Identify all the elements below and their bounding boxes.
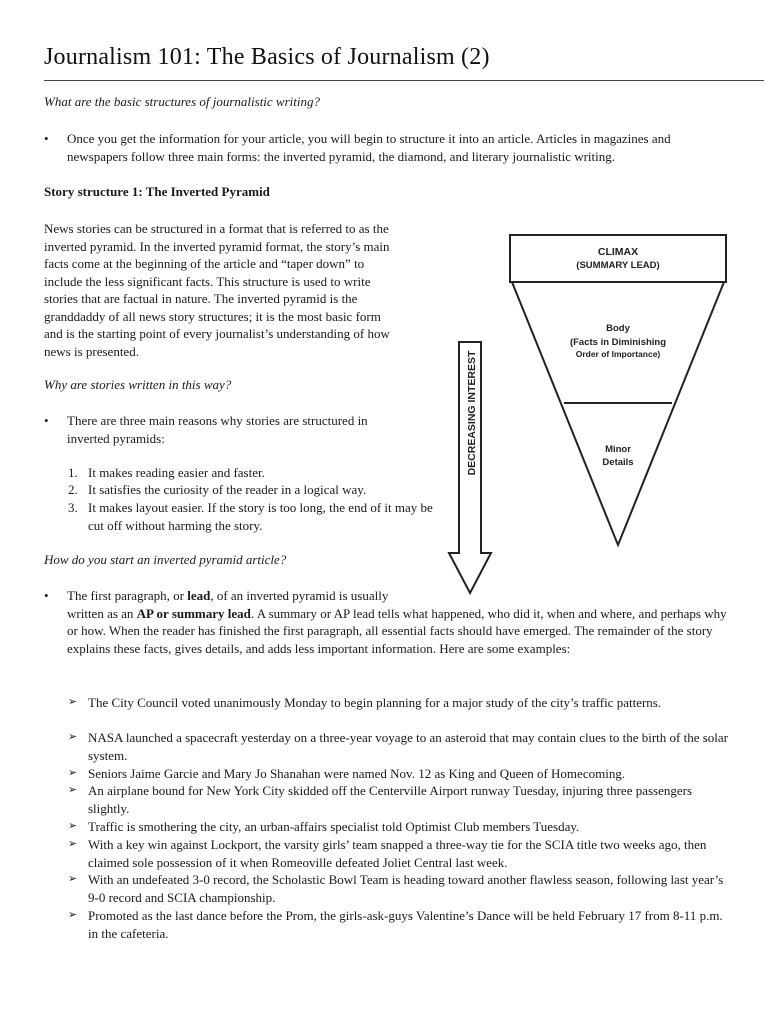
paragraph-line: inverted pyramid. In the inverted pyramid format, the story’s main: [44, 238, 390, 254]
page-title: Journalism 101: The Basics of Journalism (2): [44, 44, 490, 70]
title-divider: [44, 80, 764, 81]
example-text: The City Council voted unanimously Monday to begin planning for a major study of the city’s traffic patterns.: [88, 695, 662, 710]
intro-bullet-text: Once you get the information for your article, you will begin to structure it into an article. Articles in magazines and newspapers follow three main forms: the inverted pyramid, the diamond, and literary journalistic writing.: [67, 131, 671, 164]
arrow-bullet-icon: ➢: [68, 731, 78, 743]
question-basic-structures: What are the basic structures of journalistic writing?: [44, 94, 321, 109]
reason-text: It makes reading easier and faster.: [88, 465, 265, 480]
reasons-bullet-line: There are three main reasons why stories are structured in: [67, 413, 368, 428]
reason-text: It makes layout easier. If the story is too long, the end of it may be cut off without harming the story.: [88, 500, 433, 533]
body-label: Body: [606, 323, 630, 334]
section-heading: Story structure 1: The Inverted Pyramid: [44, 184, 270, 199]
bullet-icon: •: [44, 131, 49, 146]
arrow-bullet-icon: ➢: [68, 873, 78, 885]
question-why-this-way: Why are stories written in this way?: [44, 377, 232, 392]
lead-text: The first paragraph, or: [67, 588, 188, 603]
lead-text: . A summary or AP lead tells what happened, who did it, when and where, and perhaps why or how. When the reader has finished the first paragraph, all essential facts should have emerged. The remainder of the story explains these facts, gives details, and adds less important information. Here are some examples:: [67, 605, 727, 656]
question-how-to-start: How do you start an inverted pyramid article?: [44, 552, 287, 567]
climax-label: CLIMAX: [597, 246, 639, 258]
summary-lead-label: (SUMMARY LEAD): [576, 260, 660, 271]
minor-label: Minor: [605, 444, 631, 455]
example-text: Traffic is smothering the city, an urban-affairs specialist told Optimist Club members Tuesday.: [88, 819, 580, 834]
order-label: Order of Importance): [575, 349, 661, 359]
arrow-bullet-icon: ➢: [68, 909, 78, 921]
paragraph-line: include the less significant facts. This structure is used to write: [44, 273, 371, 289]
example-text: An airplane bound for New York City skidded off the Centerville Airport runway Tuesday, injuring three passengers slightly.: [88, 783, 693, 816]
reasons-bullet-line: inverted pyramids:: [67, 430, 165, 446]
example-text: NASA launched a spacecraft yesterday on a three-year voyage to an asteroid that may contain clues to the birth of the solar system.: [88, 730, 729, 763]
lead-bold-term: AP or summary lead: [136, 605, 251, 621]
paragraph-line: and is the starting point of every journalist’s understanding of how: [44, 326, 390, 341]
arrow-label: DECREASING INTEREST: [466, 350, 478, 476]
example-text: With an undefeated 3-0 record, the Scholastic Bowl Team is heading toward another flawless season, following last year’s 9-0 record and SCIA championship.: [88, 872, 724, 905]
example-text: With a key win against Lockport, the varsity girls’ team snapped a three-way tie for the SCIA title two weeks ago, then claimed sole possession of it when Romeoville defeated Joliet Central last week.: [88, 837, 707, 870]
arrow-bullet-icon: ➢: [68, 784, 78, 796]
reason-number: 3.: [68, 500, 78, 515]
lead-text: written as an: [67, 605, 137, 621]
arrow-bullet-icon: ➢: [68, 767, 78, 779]
reason-number: 1.: [68, 465, 78, 480]
inverted-pyramid-paragraph: [44, 220, 444, 360]
bullet-icon: •: [44, 413, 49, 428]
climax-box: [510, 235, 726, 282]
reason-number: 2.: [68, 482, 78, 497]
facts-label: (Facts in Diminishing: [569, 337, 667, 348]
reasons-bullet-text: [67, 412, 447, 447]
paragraph-line: news is presented.: [44, 343, 139, 359]
example-text: Promoted as the last dance before the Prom, the girls-ask-guys Valentine’s Dance will be held February 17 from 8-11 p.m. in the cafeteria.: [88, 908, 723, 941]
lead-text: , of an inverted pyramid is usually: [210, 588, 389, 603]
bullet-icon: •: [44, 588, 49, 603]
inverted-pyramid-diagram: [440, 225, 740, 605]
details-label: Details: [602, 457, 634, 468]
paragraph-line: stories that are factual in nature. The inverted pyramid is the: [44, 291, 358, 306]
reason-text: It satisfies the curiosity of the reader in a logical way.: [88, 482, 367, 497]
arrow-bullet-icon: ➢: [68, 696, 78, 708]
paragraph-line: granddaddy of all news story structures; it is the most basic form: [44, 308, 381, 324]
paragraph-line: facts come at the beginning of the article and “taper down” to: [44, 256, 365, 271]
pyramid-triangle: [512, 282, 724, 545]
paragraph-line: News stories can be structured in a format that is referred to as the: [44, 221, 389, 236]
lead-bold-term: lead: [187, 588, 211, 603]
arrow-bullet-icon: ➢: [68, 820, 78, 832]
arrow-bullet-icon: ➢: [68, 838, 78, 850]
example-text: Seniors Jaime Garcie and Mary Jo Shanahan were named Nov. 12 as King and Queen of Homecoming.: [88, 766, 626, 781]
